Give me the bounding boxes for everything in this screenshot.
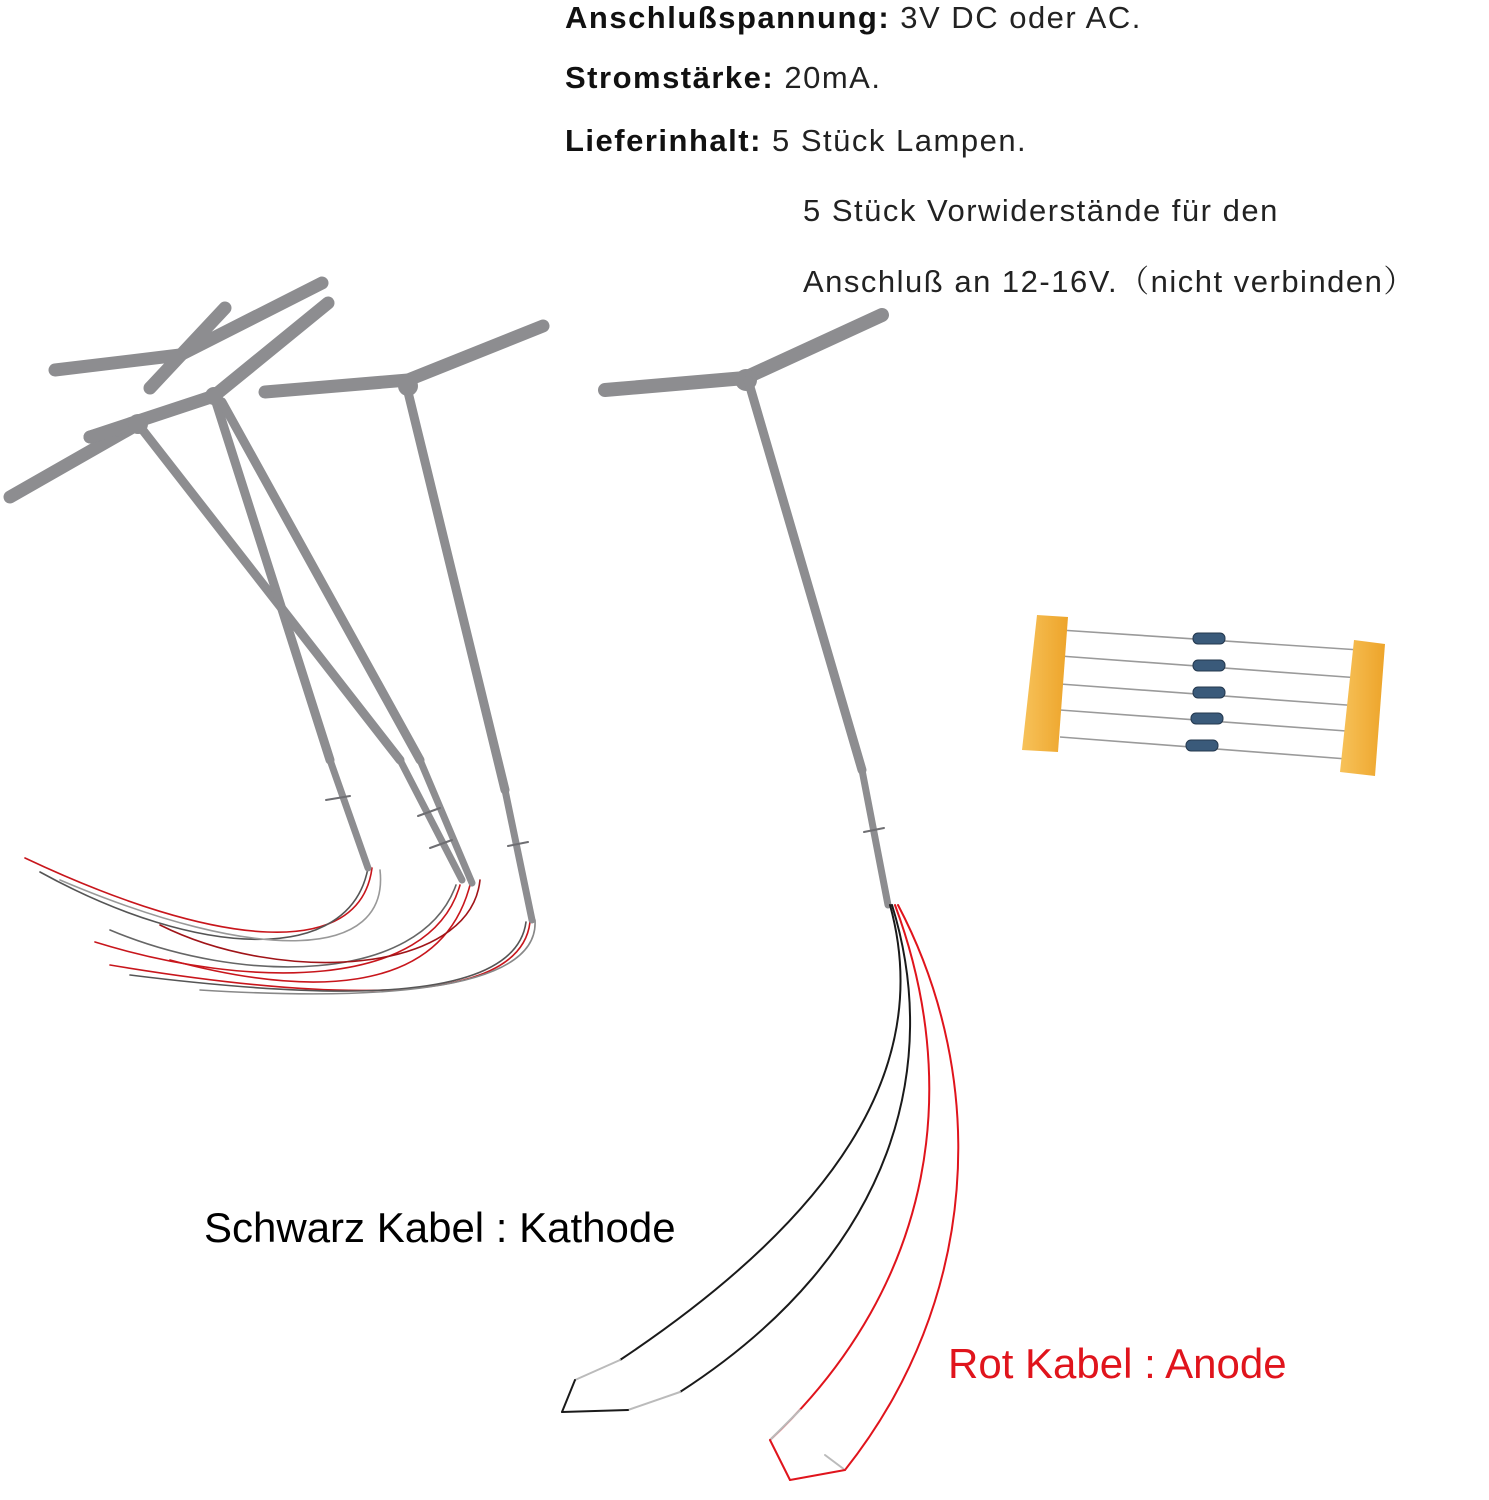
black-wire-label: Schwarz Kabel : Kathode: [204, 1204, 676, 1251]
lamp-bundle-crossbars: [10, 283, 543, 497]
red-wire-1: [770, 905, 929, 1440]
spec-contents-line3: Anschluß an 12-16V.（nicht verbinden）: [803, 264, 1416, 299]
spec-current-value: 20mA.: [784, 60, 882, 95]
resistor-tape-right: [1340, 640, 1385, 776]
single-lamp-pole: [748, 380, 862, 770]
resistor-strip: [1022, 615, 1385, 776]
spec-voltage-value: 3V DC oder AC.: [900, 0, 1142, 35]
lamp-bundle-poles: [138, 392, 532, 920]
black-wire-2: [680, 905, 910, 1392]
red-wire-label: Rot Kabel : Anode: [948, 1340, 1287, 1387]
black-wire-1: [620, 905, 901, 1360]
single-lamp-base: [862, 770, 888, 905]
resistor-bodies: [1186, 633, 1225, 751]
spec-contents-line2: 5 Stück Vorwiderstände für den: [803, 193, 1279, 228]
single-lamp: [562, 315, 958, 1480]
lamp-bundle: [10, 283, 543, 994]
single-lamp-arm-left: [605, 378, 745, 390]
single-lamp-arm-right: [745, 315, 882, 378]
spec-contents-value: 5 Stück Lampen.: [772, 123, 1028, 158]
resistor-tape-left: [1022, 615, 1068, 752]
spec-current-key: Stromstärke:: [565, 60, 775, 95]
red-wire-2: [845, 905, 958, 1470]
spec-voltage-key: Anschlußspannung:: [565, 0, 891, 35]
spec-contents-key: Lieferinhalt:: [565, 123, 762, 158]
